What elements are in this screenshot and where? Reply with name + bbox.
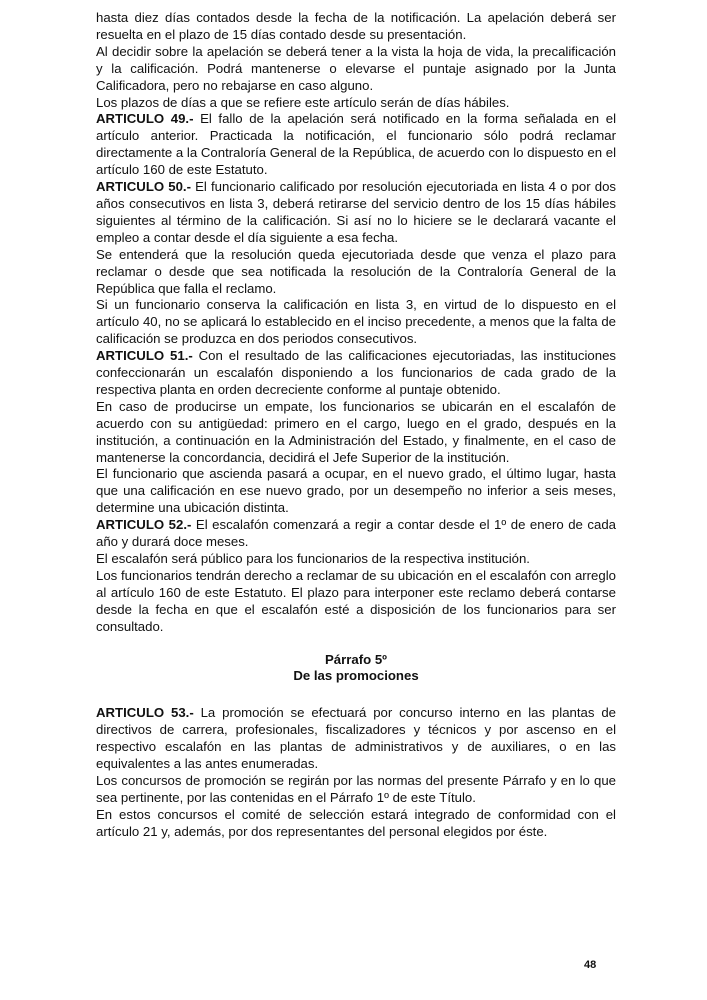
paragraph-text: Los funcionarios tendrán derecho a reclamar de su ubicación en el escalafón con arreglo al artículo 160 de este Estatuto. El plazo para interponer este reclamo deberá contarse desde la fecha en que el escalafón esté a disposición de los funcionarios para ser consultado. bbox=[96, 567, 616, 634]
paragraph-text: Se entenderá que la resolución queda ejecutoriada desde que venza el plazo para reclamar o desde que sea notificada la resolución de la Contraloría General de la República que falla el reclamo. bbox=[96, 246, 616, 296]
article-heading: ARTICULO 50.- bbox=[96, 179, 191, 195]
paragraph bbox=[96, 399, 616, 467]
paragraph bbox=[96, 807, 616, 841]
article-heading: ARTICULO 52.- bbox=[96, 517, 192, 533]
article-heading: ARTICULO 51.- bbox=[96, 348, 193, 364]
paragraph bbox=[96, 773, 616, 807]
paragraph bbox=[96, 247, 616, 298]
paragraph bbox=[96, 568, 616, 636]
paragraph bbox=[96, 95, 616, 112]
paragraph bbox=[96, 44, 616, 95]
paragraph-text: El escalafón será público para los funcionarios de la respectiva institución. bbox=[96, 551, 530, 566]
article-heading: ARTICULO 49.- bbox=[96, 111, 194, 127]
paragraph bbox=[96, 466, 616, 517]
article-heading: ARTICULO 53.- bbox=[96, 705, 194, 721]
paragraph bbox=[96, 10, 616, 44]
article-paragraph bbox=[96, 348, 616, 399]
paragraph-text: En estos concursos el comité de selección estará integrado de conformidad con el artículo 21 y, además, por dos representantes del personal elegidos por éste. bbox=[96, 806, 616, 839]
article-paragraph bbox=[96, 179, 616, 247]
paragraph-text: hasta diez días contados desde la fecha de la notificación. La apelación deberá ser resuelta en el plazo de 15 días contado desde su presentación. bbox=[96, 10, 616, 42]
section-gap bbox=[96, 685, 616, 705]
paragraph-text: La promoción se efectuará por concurso interno en las plantas de directivos de carrera, profesionales, fiscalizadores y técnicos y por ascenso en el respectivo escalafón en las plantas de administrativos y de auxiliares, o en las equivalentes a las antes enumeradas. bbox=[96, 705, 616, 772]
document-page bbox=[96, 10, 616, 841]
paragraph-text: El funcionario calificado por resolución ejecutoriada en lista 4 o por dos años consecutivos en lista 3, deberá retirarse del servicio dentro de los 15 días hábiles siguientes al término de la calificación. Si así no lo hiciere se le declarará vacante el empleo a contar desde el día siguiente a esa fecha. bbox=[96, 179, 616, 245]
section-heading bbox=[96, 652, 616, 686]
paragraph-text: Con el resultado de las calificaciones ejecutoriadas, las instituciones confeccionarán un escalafón disponiendo a los funcionarios de cada grado de la respectiva planta en orden decreciente conforme al puntaje obtenido. bbox=[96, 348, 617, 397]
article-paragraph bbox=[96, 705, 616, 773]
paragraph-text: Si un funcionario conserva la calificación en lista 3, en virtud de lo dispuesto en el artículo 40, no se aplicará lo establecido en el inciso precedente, a menos que la falta de calificación se produzca en dos periodos consecutivos. bbox=[96, 297, 616, 347]
article-paragraph bbox=[96, 517, 616, 551]
article-paragraph bbox=[96, 111, 616, 179]
paragraph bbox=[96, 551, 616, 568]
paragraph-text: Los concursos de promoción se regirán por las normas del presente Párrafo y en lo que sea pertinente, por las contenidas en el Párrafo 1º de este Título. bbox=[96, 772, 616, 805]
body-text-top bbox=[96, 10, 616, 636]
paragraph-text: Al decidir sobre la apelación se deberá tener a la vista la hoja de vida, la precalificación y la calificación. Podrá mantenerse o elevarse el puntaje asignado por la Junta Calificadora, pero no rebajarse en caso alguno. bbox=[96, 43, 616, 93]
paragraph-text: En caso de producirse un empate, los funcionarios se ubicarán en el escalafón de acuerdo con su antigüedad: primero en el cargo, luego en el grado, después en la institución, a continuación en la Administración del Estado, y finalmente, en el caso de mantenerse la concordancia, decidirá el Jefe Superior de la institución. bbox=[96, 398, 616, 465]
paragraph bbox=[96, 297, 616, 348]
body-text-bottom bbox=[96, 705, 616, 840]
paragraph-text: El escalafón comenzará a regir a contar desde el 1º de enero de cada año y durará doce meses. bbox=[96, 517, 617, 550]
section-number: Párrafo 5º bbox=[325, 651, 387, 667]
paragraph-text: El fallo de la apelación será notificado en la forma señalada en el artículo anterior. Practicada la notificación, el funcionario sólo podrá reclamar directamente a la Contraloría General de la República, de acuerdo con lo dispuesto en el artículo 160 de este Estatuto. bbox=[96, 111, 616, 178]
section-title: De las promociones bbox=[293, 668, 419, 684]
paragraph-text: El funcionario que ascienda pasará a ocupar, en el nuevo grado, el último lugar, hasta que una calificación en ese nuevo grado, por un desempeño no inferior a seis meses, determine una ubicación distinta. bbox=[96, 466, 616, 516]
page-number: 48 bbox=[584, 959, 597, 971]
paragraph-text: Los plazos de días a que se refiere este artículo serán de días hábiles. bbox=[96, 94, 510, 110]
